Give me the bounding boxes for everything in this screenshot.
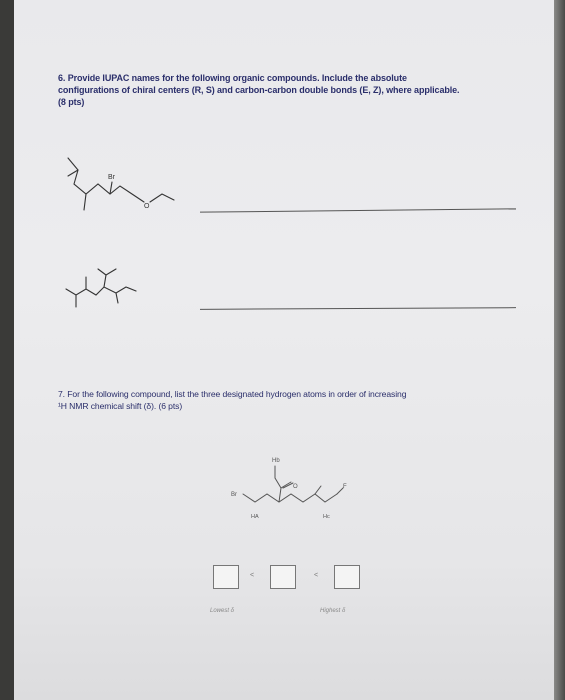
question-7-text-line-2: ¹H NMR chemical shift (δ). (6 pts) [58,401,183,411]
molecule-3-fluorine-label: F [343,484,347,490]
worksheet-page [14,0,554,700]
highest-shift-label: Highest δ [320,608,346,614]
page-edge-shadow [554,0,565,700]
molecule-3-ha-label: HA [251,514,259,520]
less-than-sign-1: < [250,572,255,579]
molecule-3-structure [225,448,355,528]
less-than-sign-2: < [314,572,319,579]
answer-box-3[interactable] [334,565,360,589]
molecule-3-hc-label: Hc [323,514,330,520]
molecule-1-bromine-label: Br [108,174,115,181]
question-6-text-line-1: 6. Provide IUPAC names for the following organic compounds. Include the absolute [58,73,407,83]
question-7-text-line-1: 7. For the following compound, list the three designated hydrogen atoms in order of increasing [58,389,407,399]
question-6-points: (8 pts) [58,97,85,107]
molecule-1-oxygen-label: O [144,203,150,210]
question-6-text-line-2: configurations of chiral centers (R, S) and carbon-carbon double bonds (E, Z), where applicable. [58,85,460,95]
molecule-1-structure [60,150,190,225]
molecule-3-hb-label: Hb [272,458,280,464]
molecule-2-structure [62,265,142,310]
answer-box-2[interactable] [270,565,296,589]
molecule-3-bromine-label: Br [231,492,237,498]
lowest-shift-label: Lowest δ [210,608,235,614]
molecule-3-oxygen-label: O [293,484,298,490]
answer-box-1[interactable] [213,565,239,589]
